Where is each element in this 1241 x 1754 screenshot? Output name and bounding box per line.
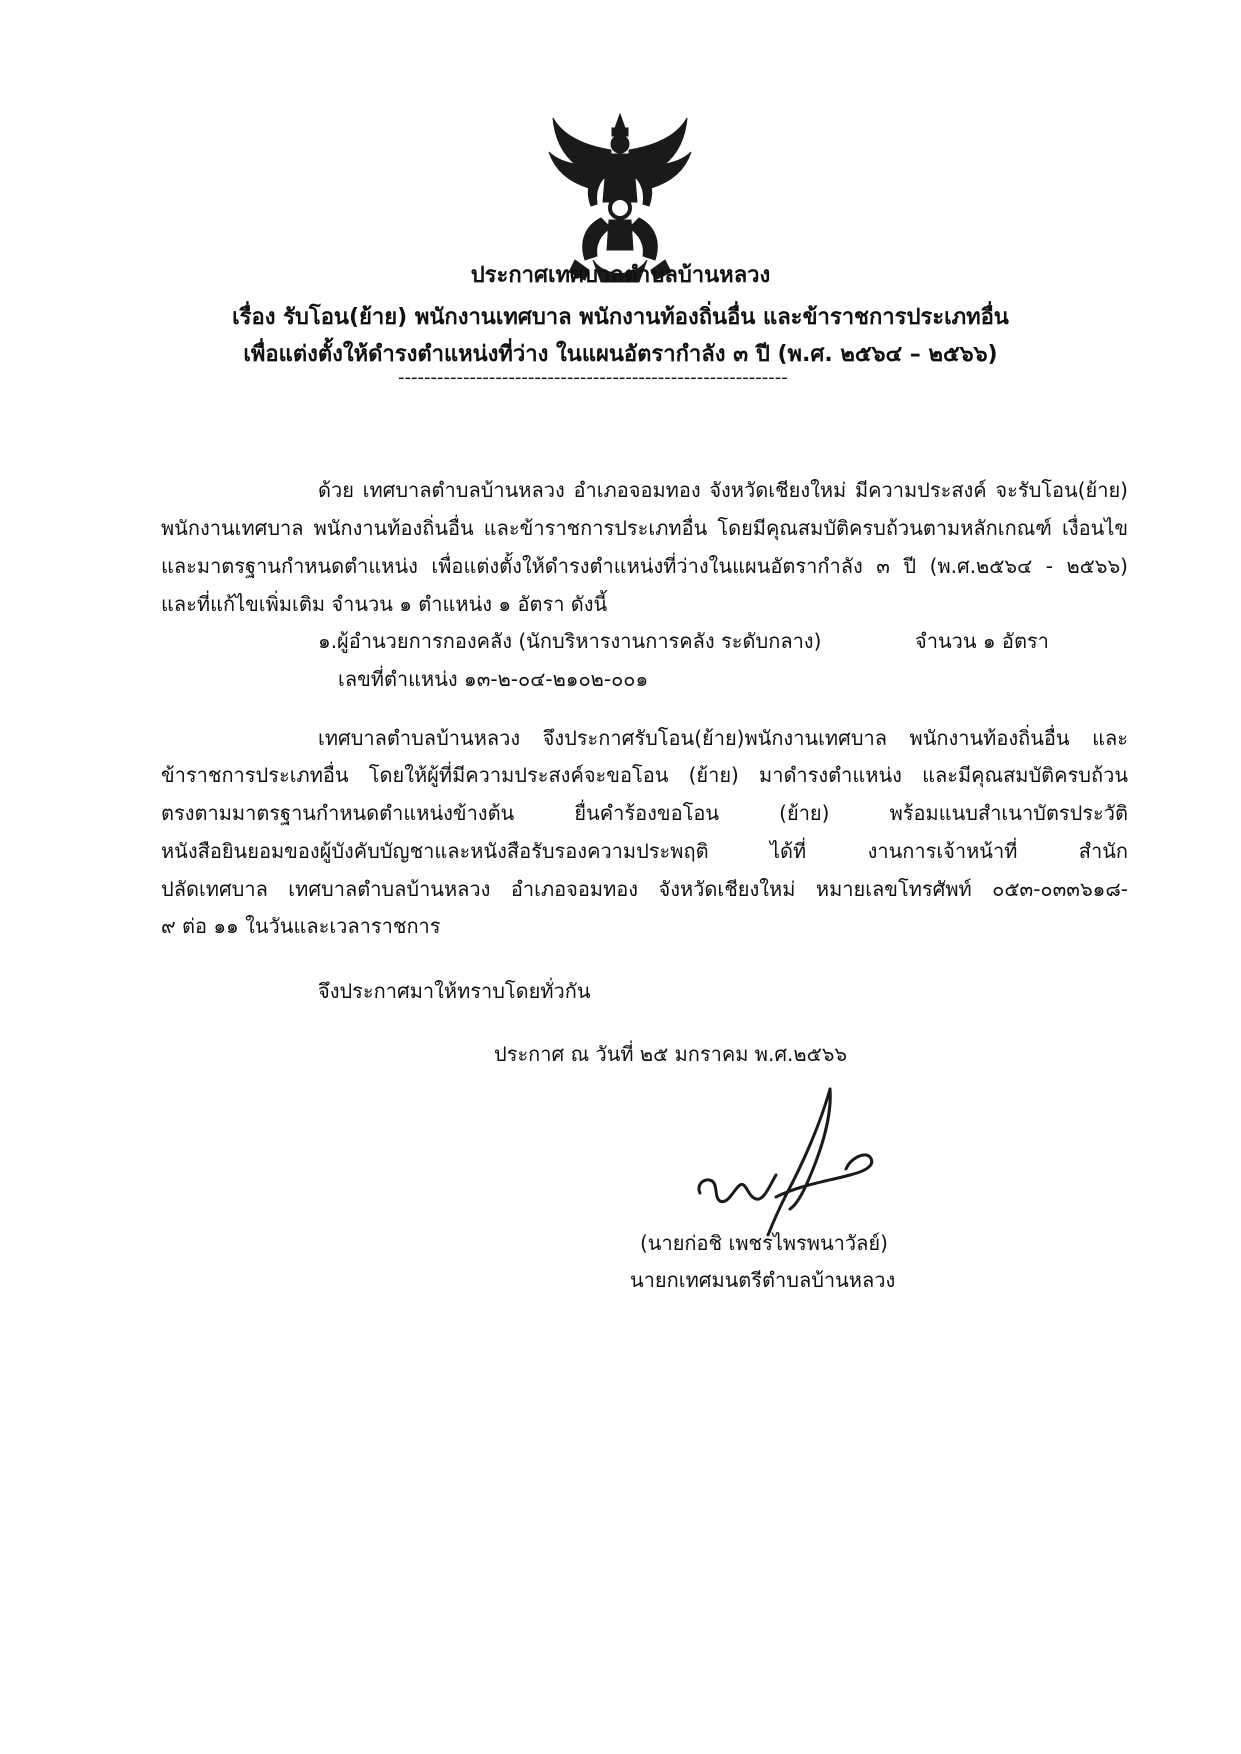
paragraph-2-line-1: เทศบาลตำบลบ้านหลวง จึงประกาศรับโอน(ย้าย)พนักงานเทศบาล พนักงานท้องถิ่นอื่น และ — [318, 726, 1128, 750]
paragraph-1-line-4: และที่แก้ไขเพิ่มเติม จำนวน ๑ ตำแหน่ง ๑ อัตรา ดังนี้ — [161, 592, 608, 616]
paragraph-1-line-3: และมาตรฐานกำหนดตำแหน่ง เพื่อแต่งตั้งให้ดำรงตำแหน่งที่ว่างในแผนอัตรากำลัง ๓ ปี (พ.ศ.๒๕๖๔ - ๒๕๖๖) — [161, 554, 1128, 578]
position-number: เลขที่ตำแหน่ง ๑๓-๒-๐๔-๒๑๐๒-๐๐๑ — [338, 667, 649, 691]
paragraph-2-line-2: ข้าราชการประเภทอื่น โดยให้ผู้ที่มีความประสงค์จะขอโอน (ย้าย) มาดำรงตำแหน่ง และมีคุณสมบัติครบถ้วน — [161, 763, 1128, 787]
subject-line-1: เรื่อง รับโอน(ย้าย) พนักงานเทศบาล พนักงานท้องถิ่นอื่น และข้าราชการประเภทอื่น — [232, 305, 1009, 330]
position-name: ๑.ผู้อำนวยการกองคลัง (นักบริหารงานการคลัง ระดับกลาง) — [318, 629, 822, 653]
position-quota: จำนวน ๑ อัตรา — [915, 629, 1049, 653]
signatory-title: นายกเทศมนตรีตำบลบ้านหลวง — [630, 1268, 896, 1292]
paragraph-2-line-6: ๙ ต่อ ๑๑ ในวันและเวลาราชการ — [161, 914, 441, 938]
subject-line-2: เพื่อแต่งตั้งให้ดำรงตำแหน่งที่ว่าง ในแผนอัตรากำลัง ๓ ปี (พ.ศ. ๒๕๖๔ – ๒๕๖๖) — [243, 342, 998, 367]
closing-statement: จึงประกาศมาให้ทราบโดยทั่วกัน — [318, 979, 591, 1003]
announcement-title: ประกาศเทศบาลตำบลบ้านหลวง — [470, 263, 771, 288]
paragraph-2-line-4: หนังสือยินยอมของผู้บังคับบัญชาและหนังสือรับรองความประพฤติ ได้ที่ งานการเจ้าหน้าที่ สำนัก — [161, 839, 1128, 863]
handwritten-signature-icon — [690, 1085, 880, 1240]
signatory-name: (นายก่อชิ เพชรไพรพนาวัลย์) — [640, 1231, 888, 1255]
paragraph-2-line-3: ตรงตามมาตรฐานกำหนดตำแหน่งข้างต้น ยื่นคำร้องขอโอน (ย้าย) พร้อมแนบสำเนาบัตรประวัติ — [161, 801, 1128, 825]
paragraph-2-line-5: ปลัดเทศบาล เทศบาลตำบลบ้านหลวง อำเภอจอมทอง จังหวัดเชียงใหม่ หมายเลขโทรศัพท์ ๐๕๓-๐๓๓๖๑๘- — [161, 877, 1128, 901]
paragraph-1-line-1: ด้วย เทศบาลตำบลบ้านหลวง อำเภอจอมทอง จังหวัดเชียงใหม่ มีความประสงค์ จะรับโอน(ย้าย) — [318, 478, 1128, 502]
paragraph-1-line-2: พนักงานเทศบาล พนักงานท้องถิ่นอื่น และข้าราชการประเภทอื่น โดยมีคุณสมบัติครบถ้วนตามหลักเกณฑ์ เงื่อนไข — [161, 516, 1128, 540]
announcement-date: ประกาศ ณ วันที่ ๒๕ มกราคม พ.ศ.๒๕๖๖ — [494, 1042, 848, 1066]
header-divider: ------------------------------------------------------------ — [398, 367, 788, 388]
